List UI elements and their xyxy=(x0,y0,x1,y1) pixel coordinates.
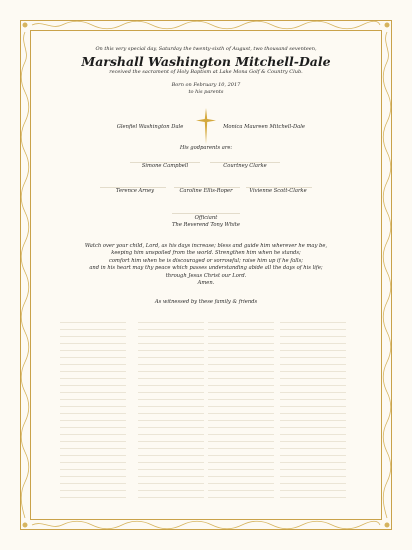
cross-icon xyxy=(196,108,216,144)
witness-signature-line xyxy=(208,392,274,393)
blessing-line: Amen. xyxy=(197,280,215,287)
witness-signature-line xyxy=(208,497,274,498)
witness-signature-line xyxy=(138,420,204,421)
signature-line xyxy=(246,187,312,188)
godparent-3: Terence Arney xyxy=(115,188,155,194)
blessing-line: comfort him when he is discouraged or sorrowful; raise him up if he falls; xyxy=(109,257,303,264)
to-parents-text: to his parents xyxy=(188,89,224,95)
witness-signature-line xyxy=(280,357,346,358)
witness-signature-line xyxy=(138,322,204,323)
signature-line xyxy=(100,187,166,188)
witness-signature-line xyxy=(60,392,126,393)
witness-signature-line xyxy=(138,406,204,407)
witness-signature-line xyxy=(280,378,346,379)
witness-signature-line xyxy=(138,336,204,337)
witness-signature-line xyxy=(208,483,274,484)
signature-line xyxy=(172,213,240,214)
witness-signature-line xyxy=(60,441,126,442)
witness-signature-line xyxy=(60,329,126,330)
blessing-line: and in his heart may thy peace which passes understanding abide all the days of his life; xyxy=(89,265,323,272)
witness-signature-line xyxy=(60,399,126,400)
witness-signature-line xyxy=(60,357,126,358)
witness-signature-line xyxy=(208,406,274,407)
intro-text: On this very special day, Saturday the twenty-sixth of August, two thousand seventeen, xyxy=(95,46,317,52)
witness-signature-line xyxy=(138,350,204,351)
witness-signature-line xyxy=(280,483,346,484)
signature-line xyxy=(174,187,240,188)
witness-signature-line xyxy=(60,427,126,428)
witness-signature-line xyxy=(208,364,274,365)
witness-signature-line xyxy=(138,392,204,393)
witness-signature-line xyxy=(208,343,274,344)
witness-signature-line xyxy=(208,427,274,428)
witness-signature-line xyxy=(280,322,346,323)
witness-signature-line xyxy=(138,399,204,400)
witness-signature-line xyxy=(280,490,346,491)
witness-signature-line xyxy=(280,399,346,400)
witness-signature-line xyxy=(60,343,126,344)
witness-signature-line xyxy=(280,336,346,337)
blessing-line: Watch over your child, Lord, as his days increase; bless and guide him wherever he may be, xyxy=(84,243,328,249)
witness-signature-line xyxy=(138,427,204,428)
witness-signature-line xyxy=(280,469,346,470)
godparent-1: Simone Campbell xyxy=(141,163,189,169)
witness-signature-line xyxy=(138,434,204,435)
witness-signature-line xyxy=(208,462,274,463)
certificate-text xyxy=(40,46,372,96)
witness-signature-line xyxy=(280,434,346,435)
witness-signature-line xyxy=(138,483,204,484)
blessing-line: keeping him unspoiled from the world. Strengthen him when he stands; xyxy=(111,250,301,257)
witness-signature-line xyxy=(138,441,204,442)
godparent-5: Vivienne Scott-Clarke xyxy=(249,188,307,194)
witness-signature-line xyxy=(280,406,346,407)
witness-signature-line xyxy=(60,378,126,379)
witness-signature-line xyxy=(280,350,346,351)
godparent-2: Courtney Clarke xyxy=(223,163,267,169)
witness-signature-line xyxy=(60,371,126,372)
witness-signature-line xyxy=(138,329,204,330)
witness-signature-line xyxy=(60,462,126,463)
witness-signature-line xyxy=(208,490,274,491)
witness-signature-line xyxy=(280,476,346,477)
witness-signature-line xyxy=(60,420,126,421)
witness-signature-line xyxy=(208,441,274,442)
witness-signature-line xyxy=(208,371,274,372)
witness-signature-line xyxy=(60,448,126,449)
witness-signature-line xyxy=(280,427,346,428)
witness-signature-line xyxy=(280,343,346,344)
officiant-name: The Reverend Tony White xyxy=(172,222,240,228)
witness-signature-line xyxy=(60,483,126,484)
witness-signature-line xyxy=(138,469,204,470)
witness-signature-line xyxy=(138,448,204,449)
blessing-text xyxy=(50,243,362,287)
witness-signature-line xyxy=(138,385,204,386)
witness-signature-line xyxy=(138,490,204,491)
godparent-4: Caroline Ellis-Roper xyxy=(179,188,233,194)
witness-signature-line xyxy=(60,336,126,337)
witness-signature-line xyxy=(280,413,346,414)
witness-signature-line xyxy=(280,392,346,393)
witness-signature-line xyxy=(280,329,346,330)
witness-signature-line xyxy=(138,378,204,379)
witness-signature-line xyxy=(280,385,346,386)
witness-signature-line xyxy=(280,420,346,421)
witness-signature-line xyxy=(208,322,274,323)
witness-signature-line xyxy=(208,434,274,435)
witness-signature-line xyxy=(138,357,204,358)
witness-signature-line xyxy=(60,469,126,470)
witness-signature-line xyxy=(60,385,126,386)
witness-signature-line xyxy=(208,476,274,477)
witness-signature-line xyxy=(138,371,204,372)
witness-signature-line xyxy=(138,455,204,456)
witness-signature-line xyxy=(138,413,204,414)
witness-signature-line xyxy=(280,441,346,442)
officiant-label: Officiant xyxy=(194,215,218,221)
witness-signature-line xyxy=(208,399,274,400)
witness-signature-line xyxy=(280,448,346,449)
witness-signature-line xyxy=(208,385,274,386)
witness-signature-line xyxy=(60,406,126,407)
witness-signature-line xyxy=(60,497,126,498)
witness-signature-line xyxy=(138,364,204,365)
witness-signature-line xyxy=(280,371,346,372)
signature-line xyxy=(210,162,280,163)
blessing-line: through Jesus Christ our Lord. xyxy=(165,272,247,279)
witness-signature-line xyxy=(60,455,126,456)
witness-signature-line xyxy=(208,378,274,379)
signature-line xyxy=(130,162,200,163)
witness-label: As witnessed by these family & friends xyxy=(154,299,258,305)
witness-signature-line xyxy=(138,462,204,463)
witness-signature-line xyxy=(280,364,346,365)
godparents-label: His godparents are: xyxy=(179,145,233,151)
witness-signature-line xyxy=(208,329,274,330)
witness-signature-line xyxy=(208,469,274,470)
witness-signature-line xyxy=(60,350,126,351)
witness-signature-line xyxy=(208,448,274,449)
witness-signature-line xyxy=(280,497,346,498)
witness-signature-line xyxy=(60,490,126,491)
born-text: Born on February 10, 2017 xyxy=(171,82,241,88)
witness-signature-line xyxy=(138,497,204,498)
child-name: Marshall Washington Mitchell-Dale xyxy=(81,54,331,69)
witness-signature-line xyxy=(60,413,126,414)
witness-signature-line xyxy=(60,434,126,435)
witness-signature-line xyxy=(280,455,346,456)
witness-signature-line xyxy=(138,343,204,344)
witness-signature-line xyxy=(208,336,274,337)
parent-2: Monica Maureen Mitchell-Dale xyxy=(223,124,305,130)
witness-signature-line xyxy=(60,322,126,323)
sacrament-text: received the sacrament of Holy Baptism at Lake Mona Golf & Country Club. xyxy=(109,69,303,75)
parent-1: Glenfiel Washington Dale xyxy=(116,124,184,130)
witness-signature-line xyxy=(60,476,126,477)
witness-signature-line xyxy=(280,462,346,463)
witness-signature-line xyxy=(208,350,274,351)
witness-signature-line xyxy=(208,420,274,421)
witness-signature-line xyxy=(208,357,274,358)
witness-signature-line xyxy=(60,364,126,365)
witness-signature-line xyxy=(208,413,274,414)
witness-signature-line xyxy=(208,455,274,456)
witness-signature-line xyxy=(138,476,204,477)
